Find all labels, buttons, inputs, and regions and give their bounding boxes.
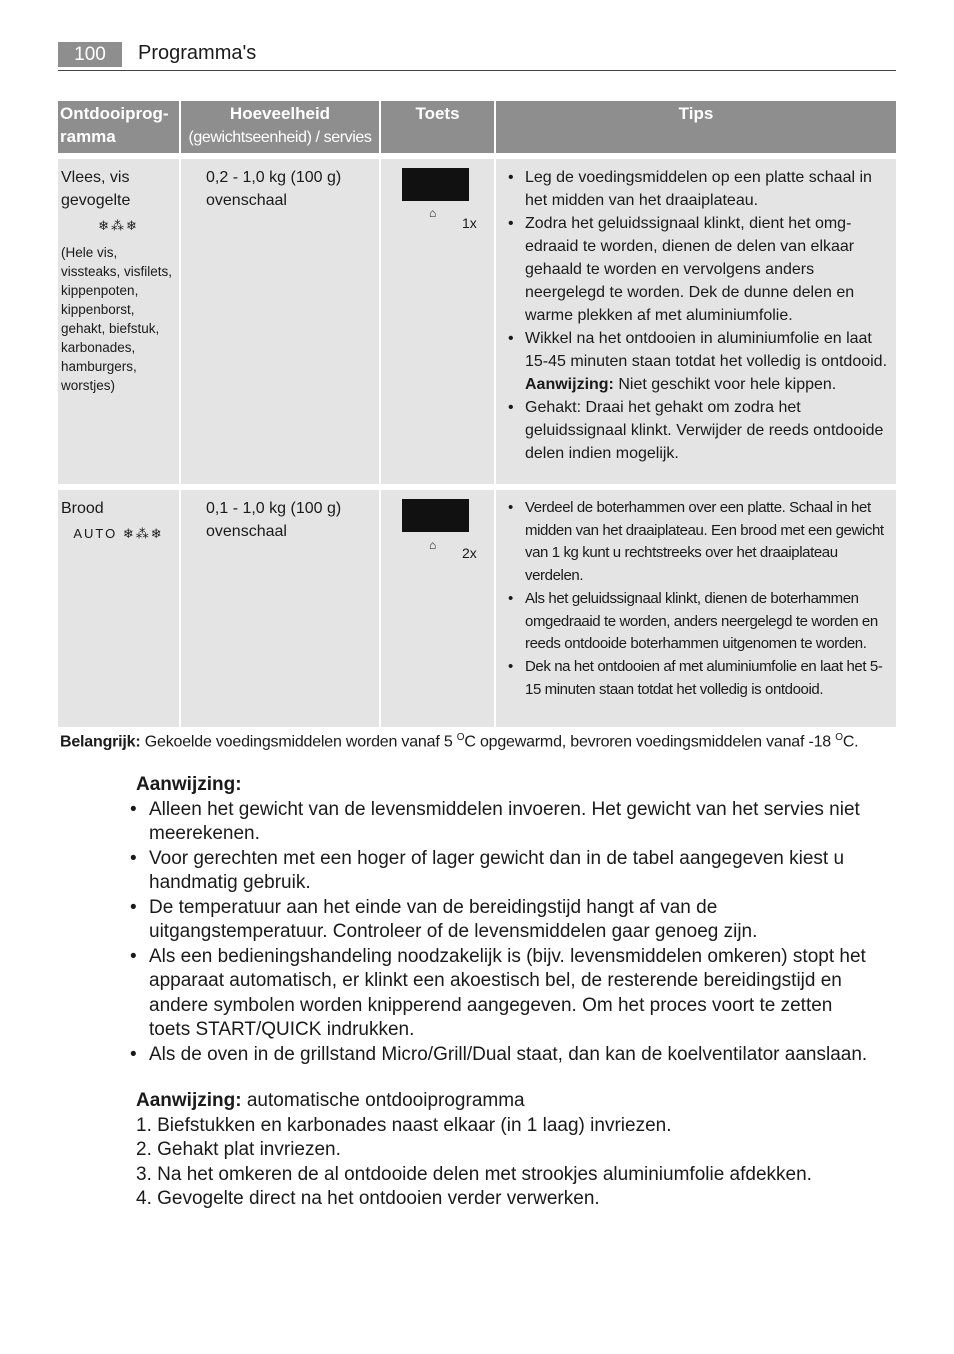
food-name: Brood: [61, 500, 104, 517]
bread-defrost-symbol-icon: AUTO ❄⁂❄: [73, 526, 164, 541]
program-cell: [58, 153, 181, 484]
list-item: 3. Na het omkeren de al ontdooide delen met strookjes aluminiumfolie afdekken.: [136, 1163, 812, 1185]
important-note: Belangrijk: Gekoelde voedingsmiddelen worden vanaf 5 $^O$C opgewarmd, bevroren voedingsmiddelen vanaf -18 $^O$C.: [60, 732, 859, 751]
quantity-text: 0,1 - 1,0 kg (100 g) ovenschaal: [206, 500, 342, 540]
page-header: [58, 40, 896, 71]
list-item: • Als het geluidssignaal klinkt, dienen de boterhammen omgedraaid te worden, anders neergelegd te worden en reeds ontdooide boterhammen uitgenomen te worden.: [505, 588, 893, 656]
list-item: 2. Gehakt plat invriezen.: [136, 1139, 341, 1160]
auto-defrost-key-icon: ⌂: [429, 206, 437, 220]
table-row: [58, 484, 896, 727]
section-title: Programma's: [138, 42, 257, 64]
header-quantity: Hoeveelheid (gewichtseenheid) / servies: [181, 101, 381, 153]
table-header-row: [58, 101, 896, 153]
key-cell: [381, 484, 496, 727]
notes-heading: Aanwijzing:: [136, 774, 242, 795]
header-program: Ontdooiprog- ramma: [58, 101, 181, 153]
auto-defrost-key-icon: ⌂: [429, 538, 437, 552]
list-item: 4. Gevogelte direct na het ontdooien verder verwerken.: [136, 1188, 600, 1209]
list-item: 1. Biefstukken en karbonades naast elkaar (in 1 laag) invriezen.: [136, 1114, 672, 1136]
list-item: • Voor gerechten met een hoger of lager gewicht dan in de tabel aangegeven kiest u handmatig gebruik.: [136, 847, 876, 896]
quantity-cell: [181, 153, 381, 484]
auto-defrost-heading: Aanwijzing: automatische ontdooiprogramma: [136, 1090, 525, 1111]
list-item: • Leg de voedingsmiddelen op een platte schaal in het midden van het draaiplateau.: [505, 166, 893, 212]
program-cell: [58, 484, 181, 727]
food-name: Vlees, vis gevogelte: [61, 169, 131, 209]
list-item: Aanwijzing: Niet geschikt voor hele kippen.: [525, 376, 837, 393]
page-number: 100: [58, 42, 122, 67]
list-item: • Dek na het ontdooien af met aluminiumfolie en laat het 5-15 minuten staan totdat het volledig is ontdooid.: [505, 656, 893, 701]
defrost-symbol-icon: ❄⁂❄: [98, 218, 139, 233]
quantity-cell: [181, 484, 381, 727]
food-list: (Hele vis, vissteaks, visfilets, kippenpoten, kippenborst, gehakt, biefstuk, karbonades, hamburgers, worstjes): [61, 245, 173, 393]
list-item: • Wikkel na het ontdooien in aluminiumfolie en laat 15-45 minuten staan totdat het volledig is ontdooid.: [505, 327, 893, 373]
tips-cell: [496, 484, 896, 727]
list-item: • Gehakt: Draai het gehakt om zodra het geluidssignaal klinkt. Verwijder de reeds ontdooide delen indien mogelijk.: [505, 396, 893, 465]
display-icon: [402, 499, 469, 532]
press-count: 1x: [462, 215, 477, 231]
list-item: • Als de oven in de grillstand Micro/Grill/Dual staat, dan kan de koelventilator aanslaan.: [130, 1043, 876, 1068]
tips-cell: [496, 153, 896, 484]
display-icon: [402, 168, 469, 201]
list-item: • Zodra het geluidssignaal klinkt, dient het omg-edraaid te worden, dienen de delen van elkaar gehaald te worden en vervolgens anders neergelegd te worden. Dek de dunne delen en warme plekken af met aluminiumfolie.: [505, 212, 893, 327]
notes-section: [136, 773, 876, 1212]
header-tips: Tips: [496, 101, 896, 153]
header-key: Toets: [381, 101, 496, 153]
list-item: • Als een bedieningshandeling noodzakelijk is (bijv. levensmiddelen omkeren) stopt het apparaat automatisch, er klinkt een akoestisch bel, de resterende bereidingstijd en andere symbolen worden knipperend aangegeven. Om het proces voort te zetten toets START/QUICK indrukken.: [136, 945, 876, 1043]
key-cell: [381, 153, 496, 484]
table-row: [58, 153, 896, 484]
defrost-table: [58, 101, 896, 727]
list-item: • Verdeel de boterhammen over een platte. Schaal in het midden van het draaiplateau. Een brood met een gewicht van 1 kg kunt u rechtstreeks over het draaiplateau verdelen.: [505, 497, 893, 588]
press-count: 2x: [462, 545, 477, 561]
list-item: • Alleen het gewicht van de levensmiddelen invoeren. Het gewicht van het servies niet meerekenen.: [136, 798, 876, 847]
quantity-text: 0,2 - 1,0 kg (100 g) ovenschaal: [206, 169, 342, 209]
list-item: • De temperatuur aan het einde van de bereidingstijd hangt af van de uitgangstemperatuur. Controleer of de levensmiddelen gaar genoeg zijn.: [136, 896, 876, 945]
